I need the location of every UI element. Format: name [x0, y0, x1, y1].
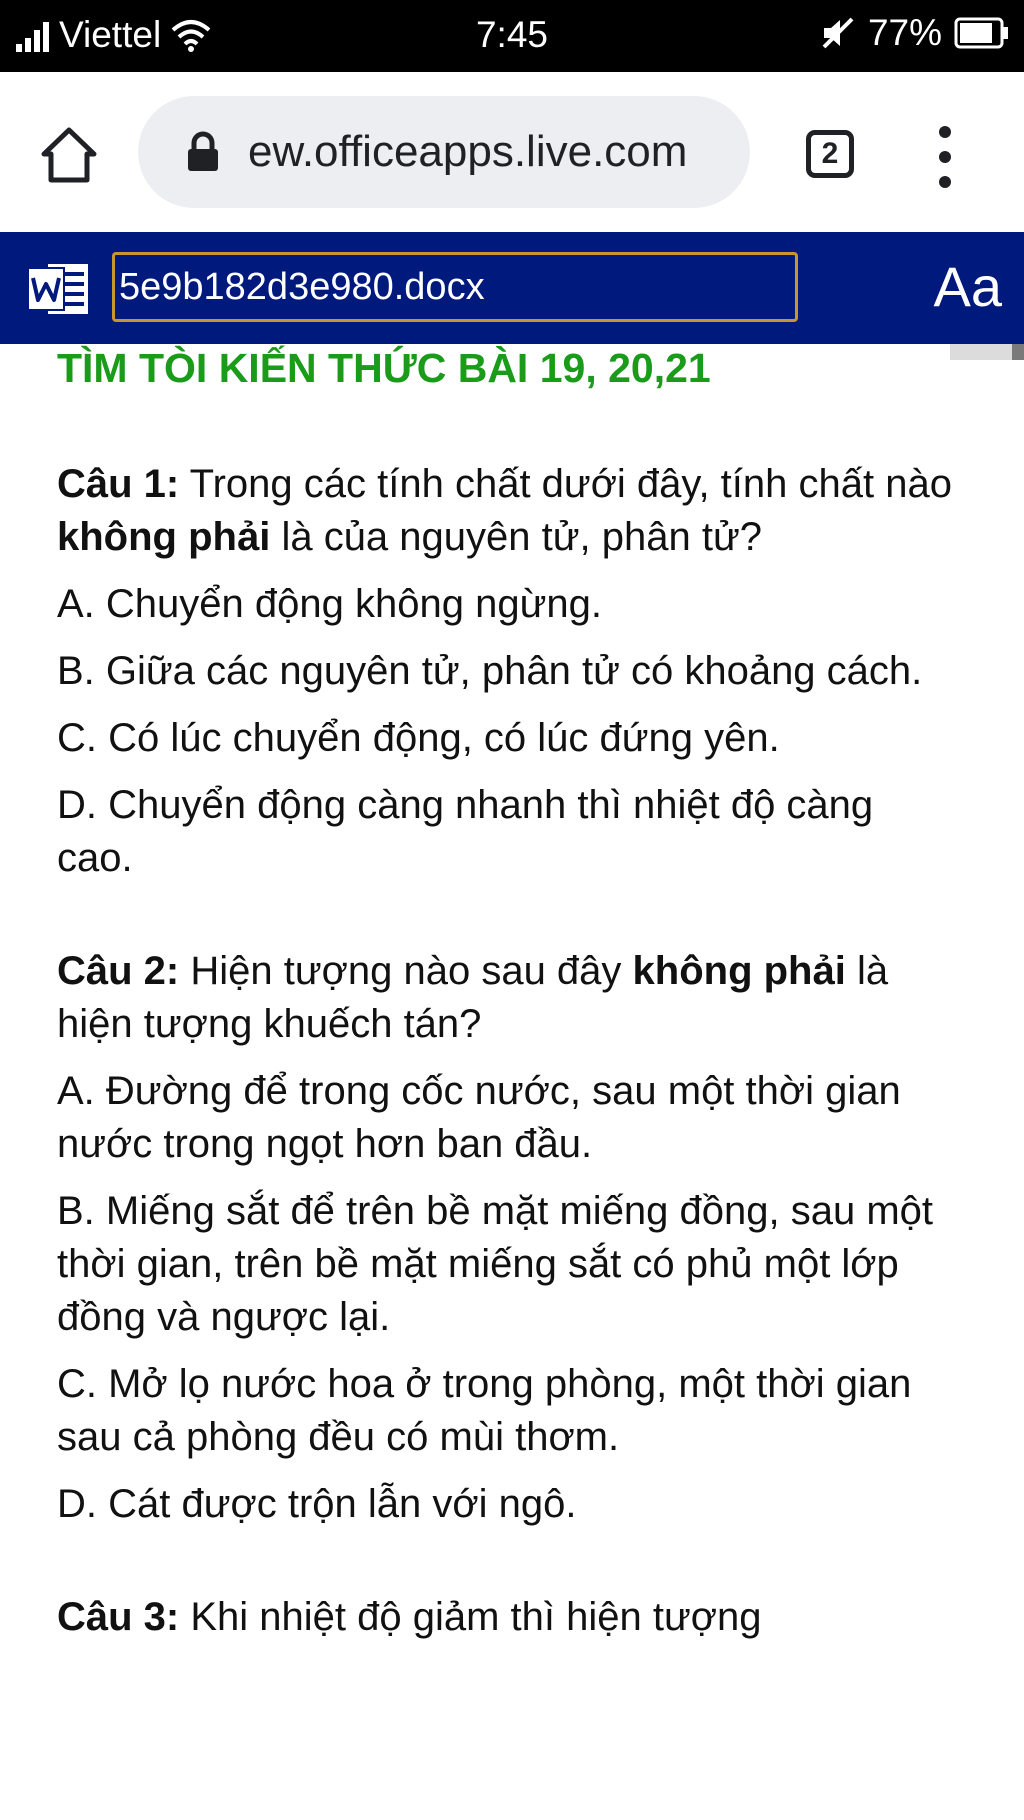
q2-option-d: D. Cát được trộn lẫn với ngô.	[57, 1482, 577, 1526]
question-3-label: Câu 3:	[57, 1595, 180, 1639]
question-1-label: Câu 1:	[57, 462, 180, 506]
question-1	[57, 458, 957, 564]
tab-count: 2	[821, 137, 839, 170]
question-3	[57, 1591, 957, 1644]
home-icon[interactable]	[38, 124, 100, 186]
question-1-text-b: là của nguyên tử, phân tử?	[270, 515, 762, 559]
word-header	[0, 232, 1024, 344]
q2-option-a: A. Đường để trong cốc nước, sau một thời gian nước trong ngọt hơn ban đầu.	[57, 1069, 901, 1166]
more-vert-icon[interactable]	[930, 126, 960, 188]
question-2	[57, 945, 957, 1051]
tabs-button[interactable]	[806, 130, 854, 178]
lock-icon	[186, 131, 220, 173]
battery-icon	[954, 17, 1010, 49]
q2-option-c: C. Mở lọ nước hoa ở trong phòng, một thời gian sau cả phòng đều có mùi thơm.	[57, 1362, 912, 1459]
url-text: ew.officeapps.live.com	[248, 127, 688, 176]
q1-option-a: A. Chuyển động không ngừng.	[57, 582, 602, 626]
word-logo-icon[interactable]	[26, 258, 90, 320]
mute-icon	[820, 15, 856, 51]
document-title: TÌM TÒI KIẾN THỨC BÀI 19, 20,21	[57, 345, 711, 391]
question-3-text-a: Khi nhiệt độ giảm thì hiện tượng	[179, 1595, 762, 1639]
address-bar[interactable]	[138, 96, 750, 208]
browser-toolbar	[0, 72, 1024, 232]
question-2-bold: không phải	[632, 949, 846, 993]
q1-option-d: D. Chuyển động càng nhanh thì nhiệt độ càng cao.	[57, 783, 874, 880]
question-1-bold: không phải	[57, 515, 271, 559]
clock: 7:45	[475, 14, 548, 55]
q1-option-c: C. Có lúc chuyển động, có lúc đứng yên.	[57, 716, 780, 760]
status-right	[820, 12, 1010, 54]
scrollbar-thumb[interactable]	[950, 344, 1024, 360]
question-1-text-a: Trong các tính chất dưới đây, tính chất nào	[179, 462, 952, 506]
battery-percent: 77%	[867, 12, 942, 53]
question-2-label: Câu 2:	[57, 949, 180, 993]
font-size-button[interactable]: Aa	[933, 255, 1002, 318]
document-body	[57, 338, 957, 1644]
carrier-name: Viettel	[59, 14, 162, 55]
filename-field[interactable]	[112, 252, 798, 322]
status-bar	[0, 0, 1024, 72]
question-2-text-a: Hiện tượng nào sau đây	[179, 949, 633, 993]
q1-option-b: B. Giữa các nguyên tử, phân tử có khoảng cách.	[57, 649, 923, 693]
q2-option-b: B. Miếng sắt để trên bề mặt miếng đồng, sau một thời gian, trên bề mặt miếng sắt có phủ một lớp đồng và ngược lại.	[57, 1189, 934, 1339]
question-2-text-b: là hiện tượng khuếch tán?	[57, 949, 889, 1046]
filename-text: 5e9b182d3e980.docx	[119, 265, 485, 308]
